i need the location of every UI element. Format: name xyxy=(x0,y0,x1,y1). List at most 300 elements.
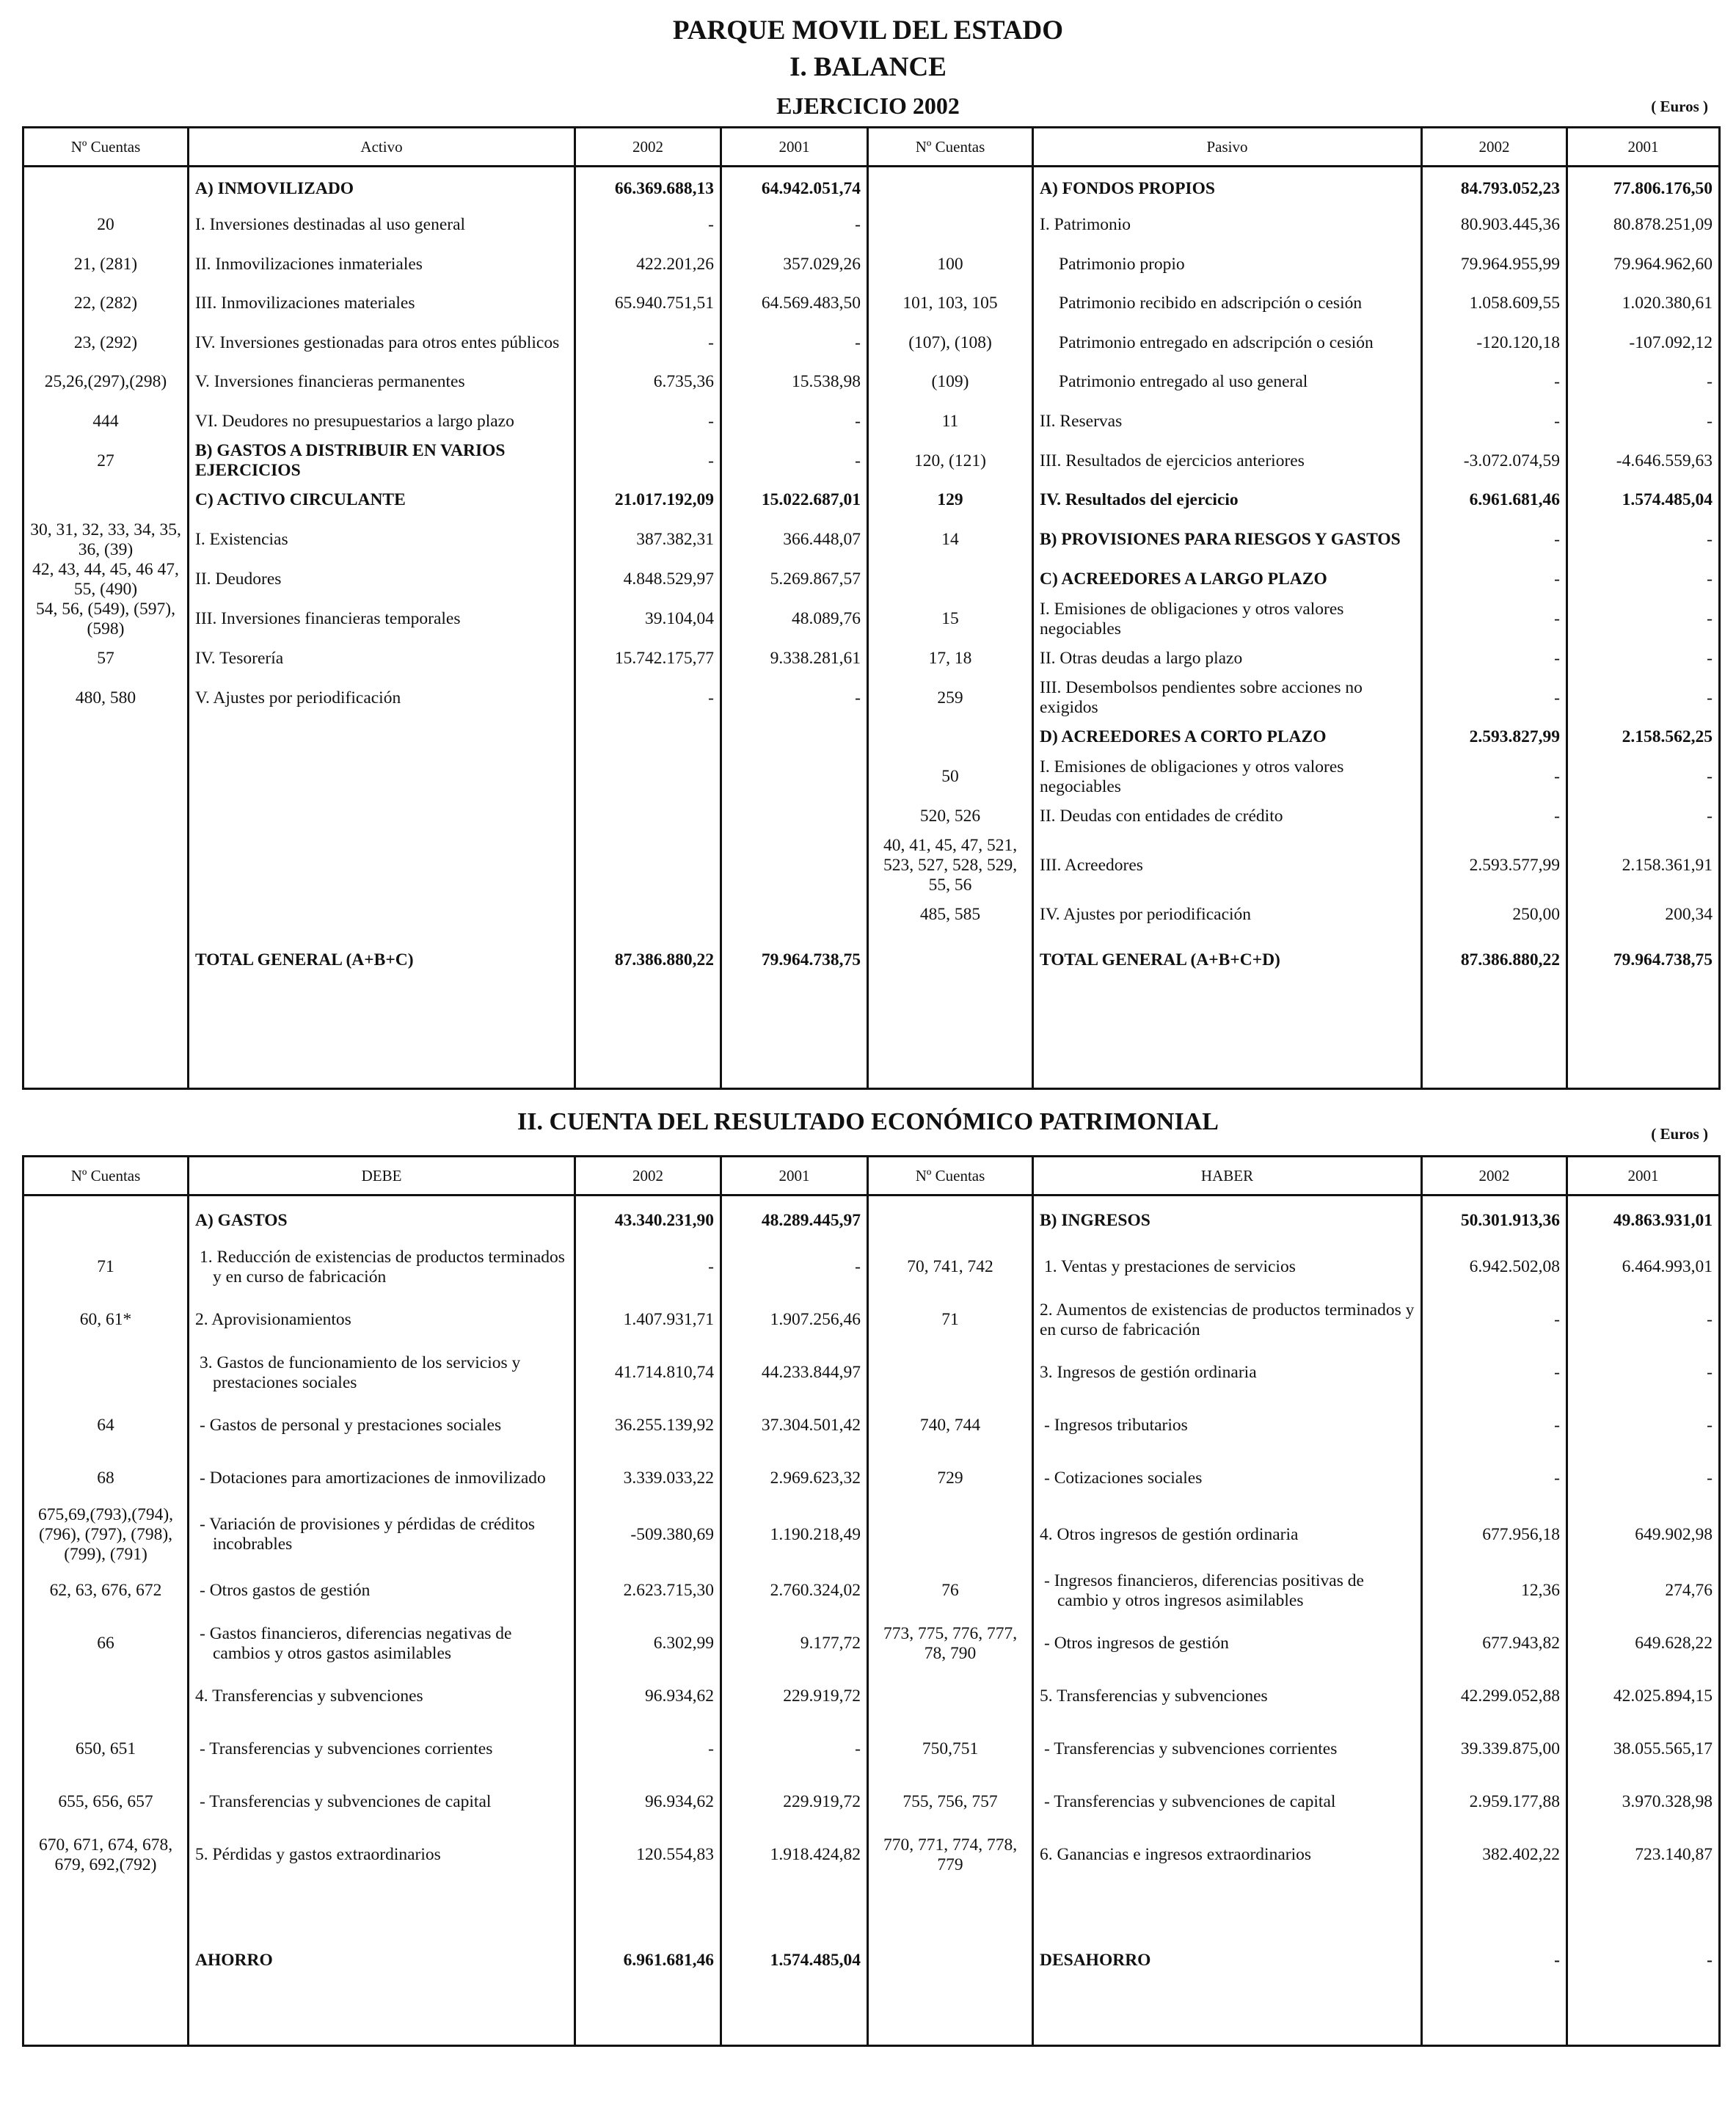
table-cell xyxy=(868,986,1033,1089)
table-cell: - xyxy=(1567,797,1720,837)
table-cell: - Dotaciones para amortizaciones de inmovilizado xyxy=(189,1452,575,1505)
table-row xyxy=(23,678,1720,718)
table-cell: A) INMOVILIZADO xyxy=(189,167,575,206)
table-cell: 66 xyxy=(23,1617,189,1670)
table-cell: - Gastos de personal y prestaciones sociales xyxy=(189,1400,575,1452)
table-cell: - xyxy=(1422,1452,1567,1505)
table-cell: (109) xyxy=(868,363,1033,402)
table-cell xyxy=(189,718,575,757)
table-row xyxy=(23,797,1720,837)
table-cell: 382.402,22 xyxy=(1422,1829,1567,1882)
table-cell: 485, 585 xyxy=(868,895,1033,935)
table-cell: 259 xyxy=(868,678,1033,718)
table-cell: - xyxy=(1567,757,1720,797)
table-cell: 11 xyxy=(868,402,1033,442)
table-cell: 5. Pérdidas y gastos extraordinarios xyxy=(189,1829,575,1882)
table-cell: 39.104,04 xyxy=(575,600,721,639)
table-cell: III. Acreedores xyxy=(1033,836,1422,895)
table-row xyxy=(23,1882,1720,1935)
table-cell: 422.201,26 xyxy=(575,245,721,285)
table-cell: 2.959.177,88 xyxy=(1422,1776,1567,1829)
table-cell xyxy=(23,481,189,520)
table-cell: 79.964.738,75 xyxy=(721,935,868,986)
table-row xyxy=(23,167,1720,206)
table-cell: 740, 744 xyxy=(868,1400,1033,1452)
table-cell: 9.338.281,61 xyxy=(721,639,868,679)
table-cell: 71 xyxy=(868,1294,1033,1347)
table-cell: 3.970.328,98 xyxy=(1567,1776,1720,1829)
table-cell: 96.934,62 xyxy=(575,1670,721,1723)
table-cell: - Variación de provisiones y pérdidas de créditos incobrables xyxy=(189,1505,575,1565)
table-cell: 101, 103, 105 xyxy=(868,284,1033,324)
table-cell xyxy=(23,935,189,986)
table-cell: 1. Reducción de existencias de productos terminados y en curso de fabricación xyxy=(189,1241,575,1294)
table-cell xyxy=(868,1347,1033,1400)
table-cell: - xyxy=(575,324,721,363)
table-cell: 12,36 xyxy=(1422,1565,1567,1617)
table-cell: - Transferencias y subvenciones corrientes xyxy=(1033,1723,1422,1776)
table-cell xyxy=(721,986,868,1089)
table-cell xyxy=(575,986,721,1089)
table-cell xyxy=(1033,1987,1422,2046)
table-cell: C) ACREEDORES A LARGO PLAZO xyxy=(1033,560,1422,600)
table-row xyxy=(23,986,1720,1089)
table-cell: 15.742.175,77 xyxy=(575,639,721,679)
table-cell: 755, 756, 757 xyxy=(868,1776,1033,1829)
table-row xyxy=(23,1670,1720,1723)
table-cell: - xyxy=(721,1241,868,1294)
balance-col-header: Nº Cuentas xyxy=(868,128,1033,167)
balance-col-header: 2001 xyxy=(721,128,868,167)
table-cell: 670, 671, 674, 678, 679, 692,(792) xyxy=(23,1829,189,1882)
table-cell: - xyxy=(1567,600,1720,639)
table-cell: - Otros ingresos de gestión xyxy=(1033,1617,1422,1670)
table-cell: 1.907.256,46 xyxy=(721,1294,868,1347)
table-cell: 80.903.445,36 xyxy=(1422,205,1567,245)
table-cell: II. Deudores xyxy=(189,560,575,600)
table-cell: 520, 526 xyxy=(868,797,1033,837)
table-cell: 49.863.931,01 xyxy=(1567,1196,1720,1241)
table-cell: Patrimonio propio xyxy=(1033,245,1422,285)
table-cell: AHORRO xyxy=(189,1935,575,1987)
table-cell: - xyxy=(1422,757,1567,797)
table-cell: I. Emisiones de obligaciones y otros valores negociables xyxy=(1033,757,1422,797)
table-cell xyxy=(575,1882,721,1935)
table-cell: -3.072.074,59 xyxy=(1422,441,1567,481)
table-cell: - xyxy=(721,441,868,481)
table-cell xyxy=(721,757,868,797)
table-cell xyxy=(721,895,868,935)
table-cell: III. Resultados de ejercicios anteriores xyxy=(1033,441,1422,481)
table-cell: 84.793.052,23 xyxy=(1422,167,1567,206)
table-cell: 2.158.562,25 xyxy=(1567,718,1720,757)
table-cell: 15 xyxy=(868,600,1033,639)
table-cell: - xyxy=(1422,639,1567,679)
table-cell: B) PROVISIONES PARA RIESGOS Y GASTOS xyxy=(1033,520,1422,560)
table-cell: 649.628,22 xyxy=(1567,1617,1720,1670)
table-cell xyxy=(23,797,189,837)
table-cell xyxy=(575,836,721,895)
table-cell xyxy=(575,797,721,837)
table-cell: 65.940.751,51 xyxy=(575,284,721,324)
table-cell: - xyxy=(575,678,721,718)
table-cell: 60, 61* xyxy=(23,1294,189,1347)
balance-col-header: Pasivo xyxy=(1033,128,1422,167)
table-cell xyxy=(1422,986,1567,1089)
table-cell: 649.902,98 xyxy=(1567,1505,1720,1565)
table-row xyxy=(23,1987,1720,2046)
table-cell: - xyxy=(1422,1400,1567,1452)
table-row xyxy=(23,284,1720,324)
table-cell xyxy=(23,1347,189,1400)
table-cell: IV. Inversiones gestionadas para otros entes públicos xyxy=(189,324,575,363)
table-cell xyxy=(868,167,1033,206)
table-cell xyxy=(23,1882,189,1935)
table-row xyxy=(23,1565,1720,1617)
table-cell xyxy=(23,836,189,895)
table-cell xyxy=(575,757,721,797)
table-cell: - Cotizaciones sociales xyxy=(1033,1452,1422,1505)
table-row xyxy=(23,441,1720,481)
table-cell: III. Desembolsos pendientes sobre acciones no exigidos xyxy=(1033,678,1422,718)
table-cell: - xyxy=(1422,797,1567,837)
table-row xyxy=(23,245,1720,285)
table-cell: - xyxy=(575,402,721,442)
table-cell: D) ACREEDORES A CORTO PLAZO xyxy=(1033,718,1422,757)
table-cell: 79.964.955,99 xyxy=(1422,245,1567,285)
table-cell: 4. Transferencias y subvenciones xyxy=(189,1670,575,1723)
balance-col-header: Nº Cuentas xyxy=(23,128,189,167)
table-cell: - xyxy=(1422,1294,1567,1347)
table-cell xyxy=(575,718,721,757)
table-cell: - xyxy=(1567,1400,1720,1452)
resultado-col-header: 2001 xyxy=(1567,1157,1720,1196)
table-cell: 2. Aumentos de existencias de productos terminados y en curso de fabricación xyxy=(1033,1294,1422,1347)
table-cell: 22, (282) xyxy=(23,284,189,324)
table-row xyxy=(23,363,1720,402)
table-cell xyxy=(575,1987,721,2046)
table-cell: - Otros gastos de gestión xyxy=(189,1565,575,1617)
table-row xyxy=(23,1196,1720,1241)
table-cell: 20 xyxy=(23,205,189,245)
table-cell: 21.017.192,09 xyxy=(575,481,721,520)
table-cell: I. Existencias xyxy=(189,520,575,560)
table-cell: 444 xyxy=(23,402,189,442)
table-cell: Patrimonio entregado al uso general xyxy=(1033,363,1422,402)
table-cell: 41.714.810,74 xyxy=(575,1347,721,1400)
table-cell xyxy=(23,986,189,1089)
table-cell: II. Deudas con entidades de crédito xyxy=(1033,797,1422,837)
table-cell: - xyxy=(1567,1347,1720,1400)
table-cell: A) FONDOS PROPIOS xyxy=(1033,167,1422,206)
table-cell: 1. Ventas y prestaciones de servicios xyxy=(1033,1241,1422,1294)
table-cell: - xyxy=(1567,560,1720,600)
table-cell: - xyxy=(1567,402,1720,442)
table-cell xyxy=(1567,1882,1720,1935)
table-cell xyxy=(868,1987,1033,2046)
table-cell: - xyxy=(1567,1935,1720,1987)
table-cell xyxy=(575,895,721,935)
table-row xyxy=(23,1347,1720,1400)
table-cell xyxy=(868,1196,1033,1241)
table-cell: TOTAL GENERAL (A+B+C+D) xyxy=(1033,935,1422,986)
table-cell xyxy=(23,1670,189,1723)
table-cell: 15.538,98 xyxy=(721,363,868,402)
table-cell: IV. Ajustes por periodificación xyxy=(1033,895,1422,935)
table-cell: 770, 771, 774, 778, 779 xyxy=(868,1829,1033,1882)
table-cell xyxy=(23,167,189,206)
resultado-table xyxy=(22,1155,1721,2047)
table-row xyxy=(23,402,1720,442)
table-cell: Patrimonio entregado en adscripción o cesión xyxy=(1033,324,1422,363)
table-cell: VI. Deudores no presupuestarios a largo plazo xyxy=(189,402,575,442)
table-cell: 66.369.688,13 xyxy=(575,167,721,206)
table-cell: 3. Ingresos de gestión ordinaria xyxy=(1033,1347,1422,1400)
table-cell: - xyxy=(1567,363,1720,402)
table-cell: 42.299.052,88 xyxy=(1422,1670,1567,1723)
table-cell xyxy=(189,757,575,797)
table-cell xyxy=(189,797,575,837)
table-cell: 773, 775, 776, 777, 78, 790 xyxy=(868,1617,1033,1670)
table-cell: - xyxy=(1422,520,1567,560)
table-cell: C) ACTIVO CIRCULANTE xyxy=(189,481,575,520)
table-cell: 3.339.033,22 xyxy=(575,1452,721,1505)
table-cell xyxy=(23,718,189,757)
table-cell: 357.029,26 xyxy=(721,245,868,285)
resultado-col-header: DEBE xyxy=(189,1157,575,1196)
table-cell: II. Inmovilizaciones inmateriales xyxy=(189,245,575,285)
table-cell: 1.058.609,55 xyxy=(1422,284,1567,324)
table-cell: 79.964.738,75 xyxy=(1567,935,1720,986)
table-cell: 655, 656, 657 xyxy=(23,1776,189,1829)
table-cell: 40, 41, 45, 47, 521, 523, 527, 528, 529, 55, 56 xyxy=(868,836,1033,895)
table-cell: 36.255.139,92 xyxy=(575,1400,721,1452)
resultado-col-header: 2002 xyxy=(1422,1157,1567,1196)
table-row xyxy=(23,639,1720,679)
table-cell: - xyxy=(1567,678,1720,718)
table-cell: 650, 651 xyxy=(23,1723,189,1776)
table-cell: 6.735,36 xyxy=(575,363,721,402)
table-cell: (107), (108) xyxy=(868,324,1033,363)
table-cell: - Transferencias y subvenciones corrientes xyxy=(189,1723,575,1776)
table-cell: 64.569.483,50 xyxy=(721,284,868,324)
table-row xyxy=(23,1400,1720,1452)
table-cell: -4.646.559,63 xyxy=(1567,441,1720,481)
table-cell: - Transferencias y subvenciones de capital xyxy=(189,1776,575,1829)
balance-col-header: 2001 xyxy=(1567,128,1720,167)
table-cell: V. Inversiones financieras permanentes xyxy=(189,363,575,402)
table-cell xyxy=(868,205,1033,245)
table-row xyxy=(23,1723,1720,1776)
table-cell: 14 xyxy=(868,520,1033,560)
table-cell: 30, 31, 32, 33, 34, 35, 36, (39) xyxy=(23,520,189,560)
table-cell: - xyxy=(721,402,868,442)
table-cell: V. Ajustes por periodificación xyxy=(189,678,575,718)
table-cell: 1.407.931,71 xyxy=(575,1294,721,1347)
table-cell: III. Inversiones financieras temporales xyxy=(189,600,575,639)
resultado-col-header: 2002 xyxy=(575,1157,721,1196)
balance-table xyxy=(22,126,1721,1090)
table-cell: 96.934,62 xyxy=(575,1776,721,1829)
table-cell: 68 xyxy=(23,1452,189,1505)
table-cell xyxy=(1033,986,1422,1089)
table-cell: 15.022.687,01 xyxy=(721,481,868,520)
table-cell: -120.120,18 xyxy=(1422,324,1567,363)
table-cell: 4. Otros ingresos de gestión ordinaria xyxy=(1033,1505,1422,1565)
table-cell: 37.304.501,42 xyxy=(721,1400,868,1452)
table-cell: I. Emisiones de obligaciones y otros valores negociables xyxy=(1033,600,1422,639)
table-cell xyxy=(189,1882,575,1935)
table-cell: - xyxy=(575,441,721,481)
table-row xyxy=(23,836,1720,895)
table-cell: 4.848.529,97 xyxy=(575,560,721,600)
resultado-col-header: Nº Cuentas xyxy=(23,1157,189,1196)
table-row xyxy=(23,718,1720,757)
resultado-section-title: II. CUENTA DEL RESULTADO ECONÓMICO PATRIMONIAL xyxy=(517,1108,1219,1135)
table-cell: 87.386.880,22 xyxy=(575,935,721,986)
table-cell xyxy=(1567,986,1720,1089)
table-cell: A) GASTOS xyxy=(189,1196,575,1241)
table-cell: 23, (292) xyxy=(23,324,189,363)
table-cell xyxy=(868,1935,1033,1987)
table-cell xyxy=(189,895,575,935)
table-cell: 64.942.051,74 xyxy=(721,167,868,206)
table-cell: 1.020.380,61 xyxy=(1567,284,1720,324)
table-cell: 64 xyxy=(23,1400,189,1452)
table-row xyxy=(23,1776,1720,1829)
table-cell: 200,34 xyxy=(1567,895,1720,935)
table-cell: 677.943,82 xyxy=(1422,1617,1567,1670)
balance-units-label: ( Euros ) xyxy=(1651,98,1708,115)
table-cell xyxy=(1567,1987,1720,2046)
table-row xyxy=(23,520,1720,560)
table-cell xyxy=(23,757,189,797)
table-cell xyxy=(868,718,1033,757)
table-cell: 5. Transferencias y subvenciones xyxy=(1033,1670,1422,1723)
table-cell: B) GASTOS A DISTRIBUIR EN VARIOS EJERCICIOS xyxy=(189,441,575,481)
table-cell: 120, (121) xyxy=(868,441,1033,481)
table-cell: 50.301.913,36 xyxy=(1422,1196,1567,1241)
table-cell: 677.956,18 xyxy=(1422,1505,1567,1565)
table-cell: 2.760.324,02 xyxy=(721,1565,868,1617)
table-cell: 79.964.962,60 xyxy=(1567,245,1720,285)
table-cell: 39.339.875,00 xyxy=(1422,1723,1567,1776)
table-cell: 77.806.176,50 xyxy=(1567,167,1720,206)
resultado-col-header: HABER xyxy=(1033,1157,1422,1196)
table-cell: DESAHORRO xyxy=(1033,1935,1422,1987)
table-cell xyxy=(868,935,1033,986)
table-cell: 120.554,83 xyxy=(575,1829,721,1882)
table-cell: 250,00 xyxy=(1422,895,1567,935)
table-cell xyxy=(189,836,575,895)
table-cell: 100 xyxy=(868,245,1033,285)
table-cell: I. Patrimonio xyxy=(1033,205,1422,245)
balance-header-row xyxy=(23,128,1720,167)
table-cell: - xyxy=(1422,678,1567,718)
balance-section-title: I. BALANCE xyxy=(789,52,947,82)
table-cell xyxy=(189,1987,575,2046)
table-cell: 42, 43, 44, 45, 46 47, 55, (490) xyxy=(23,560,189,600)
table-cell: II. Otras deudas a largo plazo xyxy=(1033,639,1422,679)
table-cell xyxy=(23,895,189,935)
table-cell xyxy=(1033,1882,1422,1935)
table-cell: 38.055.565,17 xyxy=(1567,1723,1720,1776)
table-cell xyxy=(868,1670,1033,1723)
table-cell xyxy=(868,1505,1033,1565)
table-cell: 729 xyxy=(868,1452,1033,1505)
table-cell: - xyxy=(1422,402,1567,442)
table-cell: IV. Tesorería xyxy=(189,639,575,679)
table-cell: - Ingresos tributarios xyxy=(1033,1400,1422,1452)
table-row xyxy=(23,560,1720,600)
table-cell xyxy=(721,718,868,757)
table-cell: 80.878.251,09 xyxy=(1567,205,1720,245)
table-row xyxy=(23,1452,1720,1505)
table-cell: III. Inmovilizaciones materiales xyxy=(189,284,575,324)
balance-col-header: 2002 xyxy=(575,128,721,167)
table-cell: 229.919,72 xyxy=(721,1670,868,1723)
table-cell: 2.158.361,91 xyxy=(1567,836,1720,895)
table-cell xyxy=(868,560,1033,600)
table-cell xyxy=(868,1882,1033,1935)
table-cell: 71 xyxy=(23,1241,189,1294)
table-cell: 6. Ganancias e ingresos extraordinarios xyxy=(1033,1829,1422,1882)
table-cell: 480, 580 xyxy=(23,678,189,718)
table-cell: 5.269.867,57 xyxy=(721,560,868,600)
table-cell: 274,76 xyxy=(1567,1565,1720,1617)
table-cell: 1.574.485,04 xyxy=(1567,481,1720,520)
table-row xyxy=(23,324,1720,363)
table-cell: - xyxy=(721,205,868,245)
table-row xyxy=(23,205,1720,245)
table-row xyxy=(23,895,1720,935)
table-cell: -509.380,69 xyxy=(575,1505,721,1565)
table-cell: 2. Aprovisionamientos xyxy=(189,1294,575,1347)
table-cell: 675,69,(793),(794), (796), (797), (798), (799), (791) xyxy=(23,1505,189,1565)
table-cell: IV. Resultados del ejercicio xyxy=(1033,481,1422,520)
table-cell: 750,751 xyxy=(868,1723,1033,1776)
table-cell: TOTAL GENERAL (A+B+C) xyxy=(189,935,575,986)
table-cell: - xyxy=(1422,1935,1567,1987)
table-cell: 48.289.445,97 xyxy=(721,1196,868,1241)
table-cell: 229.919,72 xyxy=(721,1776,868,1829)
table-cell: 21, (281) xyxy=(23,245,189,285)
table-row xyxy=(23,600,1720,639)
table-cell: - xyxy=(1422,363,1567,402)
table-cell: - xyxy=(1567,1294,1720,1347)
table-cell xyxy=(721,1882,868,1935)
table-cell: - xyxy=(721,678,868,718)
table-cell: 366.448,07 xyxy=(721,520,868,560)
table-row xyxy=(23,1935,1720,1987)
table-cell: 1.190.218,49 xyxy=(721,1505,868,1565)
table-row xyxy=(23,481,1720,520)
ejercicio-label: EJERCICIO 2002 xyxy=(776,92,960,119)
table-cell: 6.302,99 xyxy=(575,1617,721,1670)
table-row xyxy=(23,757,1720,797)
table-row xyxy=(23,1829,1720,1882)
table-cell: 43.340.231,90 xyxy=(575,1196,721,1241)
table-row xyxy=(23,1617,1720,1670)
table-cell: - xyxy=(575,205,721,245)
table-cell: 129 xyxy=(868,481,1033,520)
table-cell xyxy=(23,1196,189,1241)
table-cell: 1.918.424,82 xyxy=(721,1829,868,1882)
table-cell: - Ingresos financieros, diferencias positivas de cambio y otros ingresos asimilables xyxy=(1033,1565,1422,1617)
table-cell: II. Reservas xyxy=(1033,402,1422,442)
table-cell: 27 xyxy=(23,441,189,481)
table-cell: 6.942.502,08 xyxy=(1422,1241,1567,1294)
